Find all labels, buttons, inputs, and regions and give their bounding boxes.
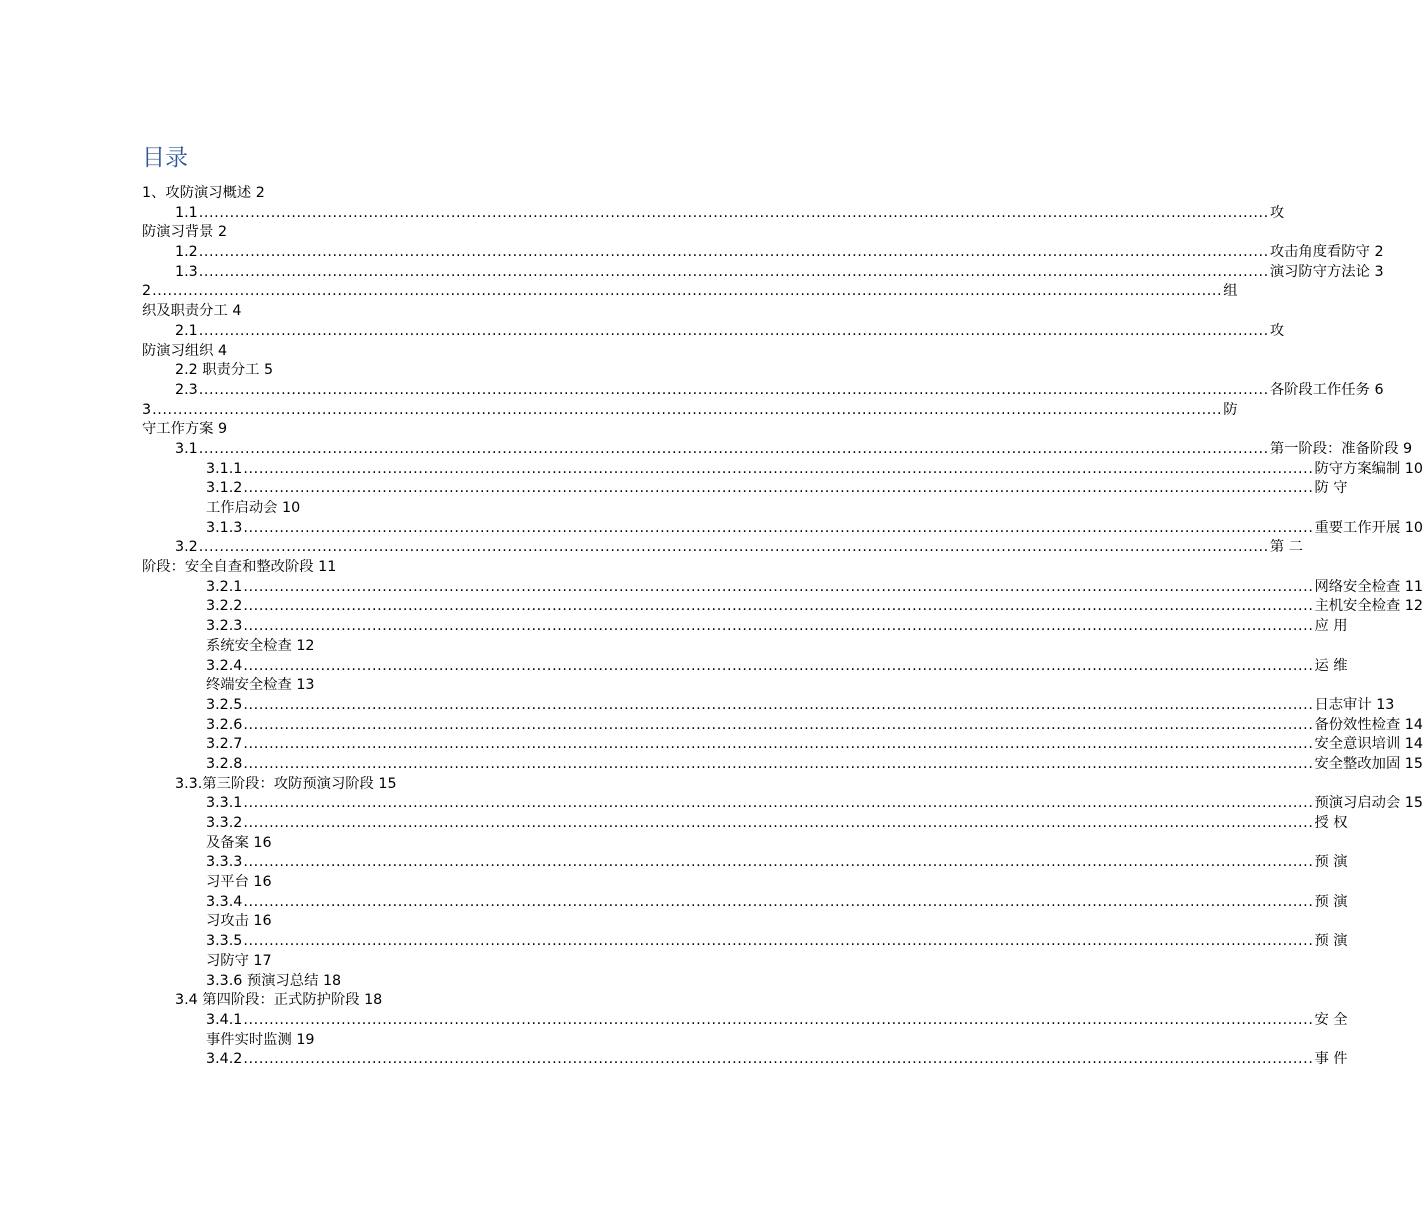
dot-leader: ................................................................................................................................................................................................................ — [243, 893, 1314, 910]
toc-entry-text: 防演习背景 2 — [142, 224, 228, 241]
toc-entry-tail: 安 全 — [1314, 1011, 1348, 1028]
toc-entry-number: 3.2.3 — [206, 618, 243, 635]
toc-entry-number: 3.1.3 — [206, 519, 243, 536]
toc-entry-text: 事件实时监测 19 — [206, 1031, 315, 1048]
toc-entry[interactable] — [0, 991, 950, 1011]
toc-entry-number: 3.1 — [175, 440, 198, 457]
toc-entry-number: 3.2.5 — [206, 696, 243, 713]
toc-entry-number: 2.3 — [175, 381, 198, 398]
toc-entry-number: 3 — [142, 401, 152, 418]
toc-entry[interactable] — [0, 263, 1384, 283]
toc-entry-number: 1.2 — [175, 244, 198, 261]
toc-entry[interactable] — [0, 597, 1423, 617]
toc-entry-text: 工作启动会 10 — [206, 500, 301, 516]
toc-entry-tail: 各阶段工作任务 6 — [1269, 381, 1384, 398]
toc-entry[interactable] — [0, 912, 950, 932]
toc-entry-tail: 防 守 — [1314, 480, 1348, 497]
toc-entry[interactable] — [0, 853, 1348, 873]
toc-entry-tail: 预 演 — [1314, 893, 1348, 910]
toc-entry[interactable] — [0, 184, 950, 204]
toc-entry-text: 守工作方案 9 — [142, 421, 228, 438]
dot-leader: ................................................................................................................................................................................................................ — [198, 204, 1269, 221]
dot-leader: ................................................................................................................................................................................................................ — [243, 657, 1314, 674]
dot-leader: ................................................................................................................................................................................................................ — [243, 933, 1314, 950]
toc-entry-number: 2.1 — [175, 322, 198, 339]
toc-entry-tail: 重要工作开展 10 — [1314, 519, 1423, 536]
toc-entry-number: 1.1 — [175, 204, 198, 221]
toc-entry[interactable] — [0, 1011, 1348, 1031]
toc-entry-tail: 安全整改加固 15 — [1314, 755, 1423, 772]
toc-entry[interactable] — [0, 479, 1348, 499]
toc-list — [0, 184, 1423, 1070]
toc-entry[interactable] — [0, 676, 950, 696]
dot-leader: ................................................................................................................................................................................................................ — [243, 854, 1314, 871]
toc-entry[interactable] — [0, 204, 1285, 224]
toc-entry-tail: 攻 — [1269, 204, 1285, 221]
toc-entry-number: 3.2.7 — [206, 736, 243, 753]
toc-entry[interactable] — [0, 282, 1238, 302]
toc-entry-text: 3.4 第四阶段：正式防护阶段 18 — [175, 992, 383, 1009]
toc-entry-number: 3.3.1 — [206, 795, 243, 812]
dot-leader: ................................................................................................................................................................................................................ — [152, 401, 1223, 418]
toc-entry[interactable] — [0, 322, 1285, 342]
toc-entry[interactable] — [0, 696, 1395, 716]
dot-leader: ................................................................................................................................................................................................................ — [243, 795, 1314, 812]
toc-entry-tail: 攻 — [1269, 322, 1285, 339]
toc-entry-number: 3.4.2 — [206, 1051, 243, 1068]
toc-entry-number: 3.2.4 — [206, 657, 243, 674]
toc-entry[interactable] — [0, 775, 950, 795]
toc-entry-number: 3.2.1 — [206, 578, 243, 595]
toc-entry-number: 3.2.6 — [206, 716, 243, 733]
toc-entry-tail: 事 件 — [1314, 1051, 1348, 1068]
toc-entry-tail: 备份效性检查 14 — [1314, 716, 1423, 733]
toc-entry[interactable] — [0, 243, 1384, 263]
dot-leader: ................................................................................................................................................................................................................ — [243, 1051, 1314, 1068]
toc-entry[interactable] — [0, 538, 1303, 558]
toc-entry-number: 3.3.5 — [206, 933, 243, 950]
dot-leader: ................................................................................................................................................................................................................ — [243, 519, 1314, 536]
toc-entry[interactable] — [0, 558, 950, 578]
toc-entry-text: 1、攻防演习概述 2 — [142, 185, 265, 201]
toc-entry[interactable] — [0, 381, 1384, 401]
toc-entry[interactable] — [0, 499, 950, 519]
toc-entry-tail: 防守方案编制 10 — [1314, 460, 1423, 477]
dot-leader: ................................................................................................................................................................................................................ — [243, 815, 1314, 831]
toc-entry[interactable] — [0, 302, 950, 322]
toc-entry-text: 系统安全检查 12 — [206, 637, 315, 654]
toc-entry-number: 3.1.2 — [206, 480, 243, 497]
toc-entry[interactable] — [0, 932, 1348, 952]
toc-entry[interactable] — [0, 1050, 1348, 1070]
dot-leader: ................................................................................................................................................................................................................ — [198, 440, 1269, 457]
toc-entry-text: 2.2 职责分工 5 — [175, 362, 274, 379]
dot-leader: ................................................................................................................................................................................................................ — [243, 578, 1314, 595]
dot-leader: ................................................................................................................................................................................................................ — [243, 1011, 1314, 1028]
dot-leader: ................................................................................................................................................................................................................ — [243, 755, 1314, 772]
toc-entry-text: 阶段：安全自查和整改阶段 11 — [142, 559, 337, 576]
toc-entry[interactable] — [0, 873, 950, 893]
toc-entry-tail: 授 权 — [1314, 815, 1348, 831]
toc-entry[interactable] — [0, 578, 1423, 598]
toc-entry-text: 习防守 17 — [206, 952, 272, 969]
dot-leader: ................................................................................................................................................................................................................ — [152, 283, 1223, 300]
toc-entry[interactable] — [0, 893, 1348, 913]
toc-entry-tail: 安全意识培训 14 — [1314, 736, 1423, 753]
dot-leader: ................................................................................................................................................................................................................ — [243, 618, 1314, 635]
toc-title: 目录 — [142, 145, 188, 171]
dot-leader: ................................................................................................................................................................................................................ — [198, 381, 1269, 398]
toc-entry-tail: 预 演 — [1314, 933, 1348, 950]
toc-entry-tail: 预演习启动会 15 — [1314, 795, 1423, 812]
toc-entry-number: 2 — [142, 283, 152, 300]
dot-leader: ................................................................................................................................................................................................................ — [243, 696, 1314, 713]
toc-entry[interactable] — [0, 342, 950, 362]
dot-leader: ................................................................................................................................................................................................................ — [243, 460, 1314, 477]
toc-entry-tail: 组 — [1223, 283, 1238, 300]
toc-entry[interactable] — [0, 1031, 950, 1051]
toc-entry[interactable] — [0, 657, 1348, 677]
toc-entry[interactable] — [0, 735, 1423, 755]
dot-leader: ................................................................................................................................................................................................................ — [243, 480, 1314, 497]
toc-entry-number: 3.2.8 — [206, 755, 243, 772]
toc-entry[interactable] — [0, 440, 1413, 460]
toc-entry-number: 3.3.4 — [206, 893, 243, 910]
toc-entry-number: 3.2 — [175, 539, 198, 556]
toc-entry-text: 3.3.6 预演习总结 18 — [206, 972, 342, 989]
toc-entry[interactable] — [0, 460, 1423, 480]
toc-entry[interactable] — [0, 420, 950, 440]
toc-entry[interactable] — [0, 637, 950, 657]
toc-entry-tail: 网络安全检查 11 — [1314, 578, 1423, 595]
toc-entry-text: 3.3.第三阶段：攻防预演习阶段 15 — [175, 775, 397, 792]
toc-entry[interactable] — [0, 755, 1423, 775]
toc-entry[interactable] — [0, 361, 950, 381]
toc-entry-tail: 攻击角度看防守 2 — [1269, 244, 1384, 261]
toc-entry-tail: 应 用 — [1314, 618, 1348, 635]
toc-entry-text: 习攻击 16 — [206, 913, 272, 930]
toc-entry[interactable] — [0, 223, 950, 243]
toc-entry[interactable] — [0, 794, 1423, 814]
toc-entry-text: 织及职责分工 4 — [142, 303, 242, 320]
dot-leader: ................................................................................................................................................................................................................ — [243, 598, 1314, 615]
toc-entry-tail: 防 — [1223, 401, 1238, 418]
toc-entry-tail: 主机安全检查 12 — [1314, 598, 1423, 615]
toc-entry[interactable] — [0, 617, 1348, 637]
toc-entry[interactable] — [0, 519, 1423, 539]
toc-entry[interactable] — [0, 716, 1423, 736]
toc-entry[interactable] — [0, 952, 950, 972]
toc-entry-text: 习平台 16 — [206, 874, 272, 891]
toc-entry[interactable] — [0, 972, 950, 992]
dot-leader: ................................................................................................................................................................................................................ — [198, 263, 1269, 280]
dot-leader: ................................................................................................................................................................................................................ — [243, 716, 1314, 733]
toc-entry-number: 3.2.2 — [206, 598, 243, 615]
toc-entry-tail: 预 演 — [1314, 854, 1348, 871]
toc-entry-number: 1.3 — [175, 263, 198, 280]
toc-entry-text: 终端安全检查 13 — [206, 677, 315, 694]
toc-entry-number: 3.1.1 — [206, 460, 243, 477]
toc-entry[interactable] — [0, 401, 1238, 421]
toc-entry-tail: 第一阶段：准备阶段 9 — [1269, 440, 1413, 457]
toc-entry[interactable] — [0, 834, 950, 854]
toc-entry-number: 3.3.2 — [206, 815, 243, 831]
dot-leader: ................................................................................................................................................................................................................ — [243, 736, 1314, 753]
toc-entry[interactable] — [0, 814, 1348, 834]
toc-entry-number: 3.3.3 — [206, 854, 243, 871]
dot-leader: ................................................................................................................................................................................................................ — [198, 539, 1269, 556]
dot-leader: ................................................................................................................................................................................................................ — [198, 322, 1269, 339]
toc-entry-tail: 日志审计 13 — [1314, 696, 1395, 713]
toc-entry-text: 防演习组织 4 — [142, 342, 228, 359]
toc-entry-number: 3.4.1 — [206, 1011, 243, 1028]
toc-entry-tail: 演习防守方法论 3 — [1269, 263, 1384, 280]
dot-leader: ................................................................................................................................................................................................................ — [198, 244, 1269, 261]
toc-entry-tail: 运 维 — [1314, 657, 1348, 674]
toc-entry-tail: 第 二 — [1269, 539, 1303, 556]
toc-entry-text: 及备案 16 — [206, 834, 272, 851]
